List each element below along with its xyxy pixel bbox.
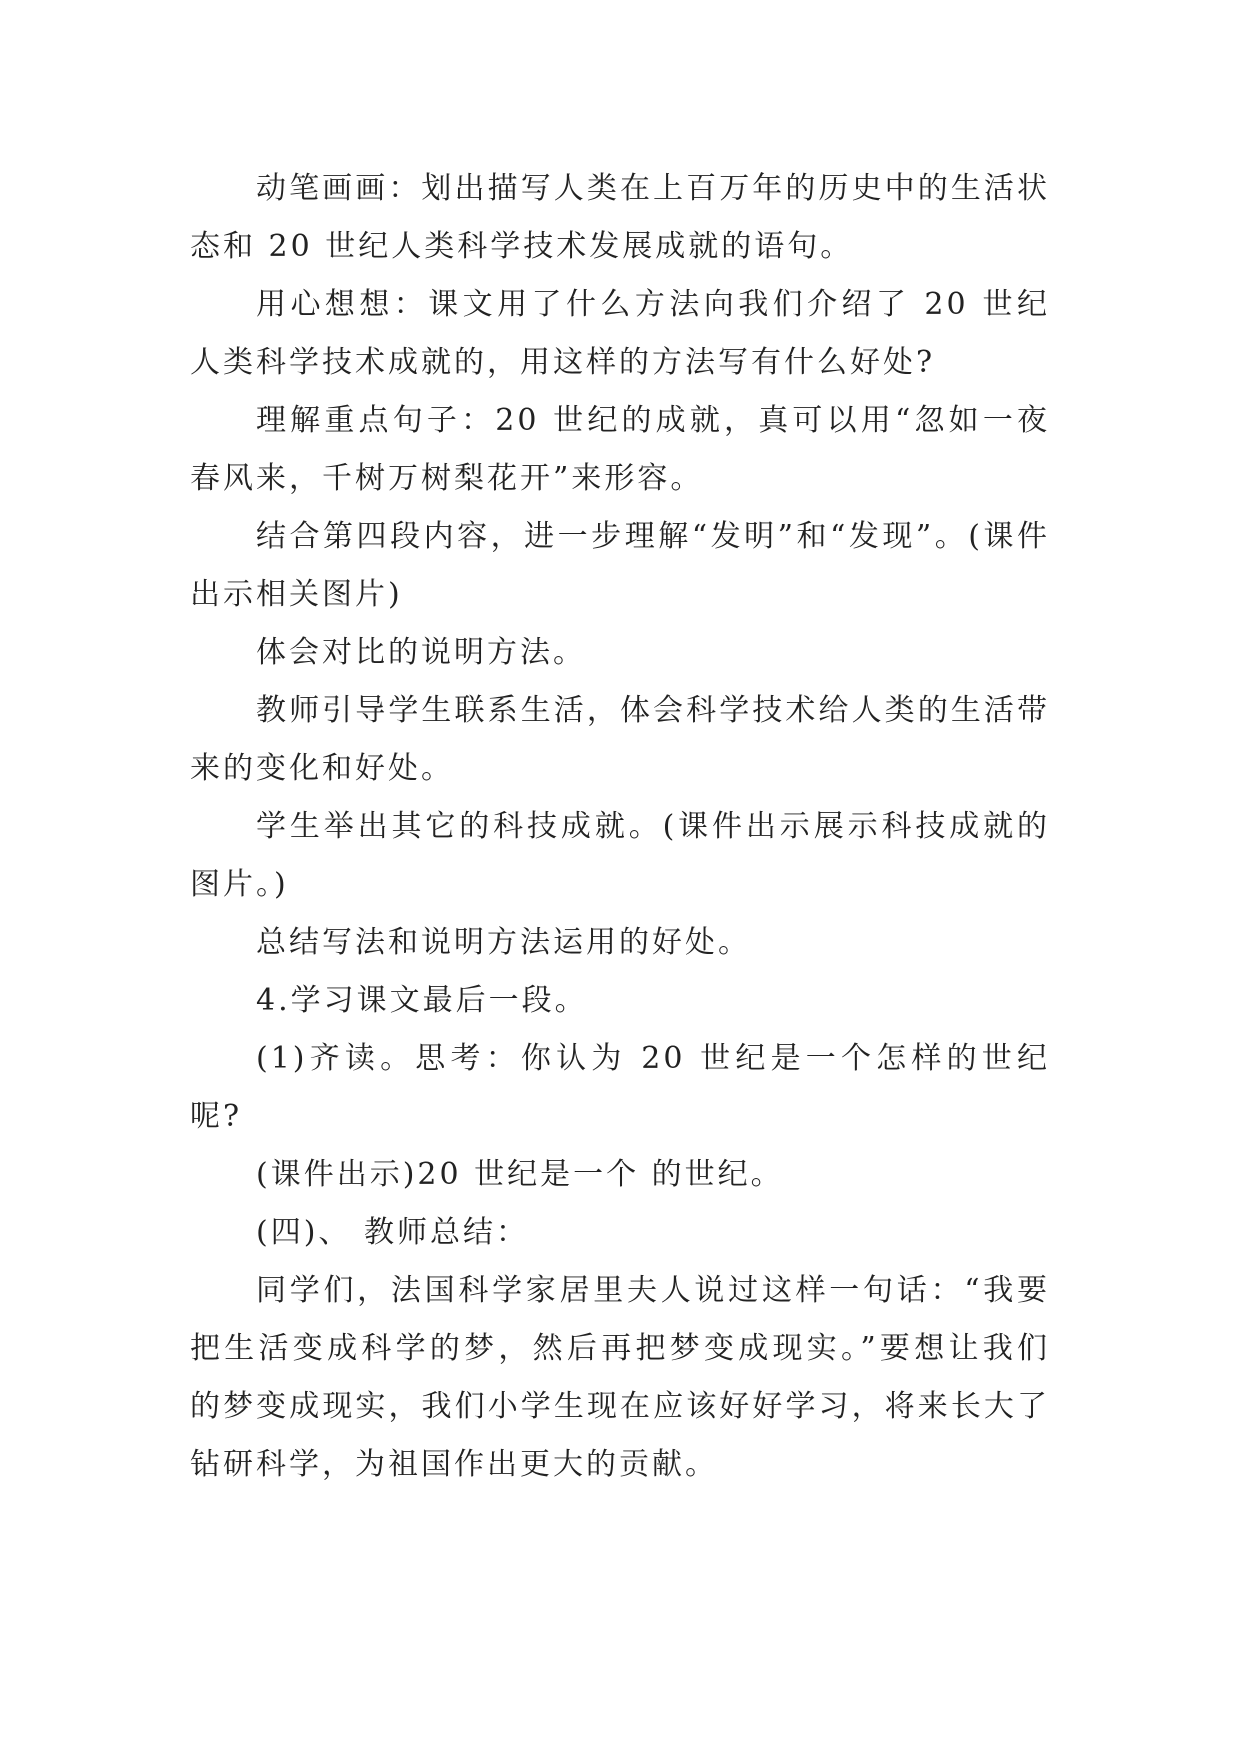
document-body	[190, 160, 1050, 1494]
paragraph-student-examples: 学生举出其它的科技成就。(课件出示展示科技成就的图片。)	[190, 809, 1050, 902]
paragraph-think-task: 用心想想：课文用了什么方法向我们介绍了 20 世纪人类科学技术成就的，用这样的方法写有什么好处?	[190, 287, 1050, 380]
paragraph-teacher-summary-heading: (四)、 教师总结：	[256, 1215, 529, 1250]
paragraph-key-sentence: 理解重点句子：20 世纪的成就，真可以用“忽如一夜春风来，千树万树梨花开”来形容。	[190, 403, 1050, 496]
paragraph-courseware-fill: (课件出示)20 世纪是一个 的世纪。	[256, 1157, 784, 1192]
paragraph-closing-remarks: 同学们，法国科学家居里夫人说过这样一句话：“我要把生活变成科学的梦，然后再把梦变成现实。”要想让我们的梦变成现实，我们小学生现在应该好好学习，将来长大了钻研科学，为祖国作出更大的贡献。	[190, 1273, 1050, 1482]
paragraph-draw-task: 动笔画画：划出描写人类在上百万年的历史中的生活状态和 20 世纪人类科学技术发展成就的语句。	[190, 171, 1050, 264]
paragraph-invention-discovery: 结合第四段内容，进一步理解“发明”和“发现”。(课件出示相关图片)	[190, 519, 1050, 612]
paragraph-section-4: 4.学习课文最后一段。	[256, 983, 588, 1018]
paragraph-read-together: (1)齐读。思考：你认为 20 世纪是一个怎样的世纪呢?	[190, 1041, 1050, 1134]
paragraph-teacher-guide: 教师引导学生联系生活，体会科学技术给人类的生活带来的变化和好处。	[190, 693, 1050, 786]
paragraph-summary-method: 总结写法和说明方法运用的好处。	[256, 925, 751, 960]
paragraph-contrast-method: 体会对比的说明方法。	[256, 635, 586, 670]
